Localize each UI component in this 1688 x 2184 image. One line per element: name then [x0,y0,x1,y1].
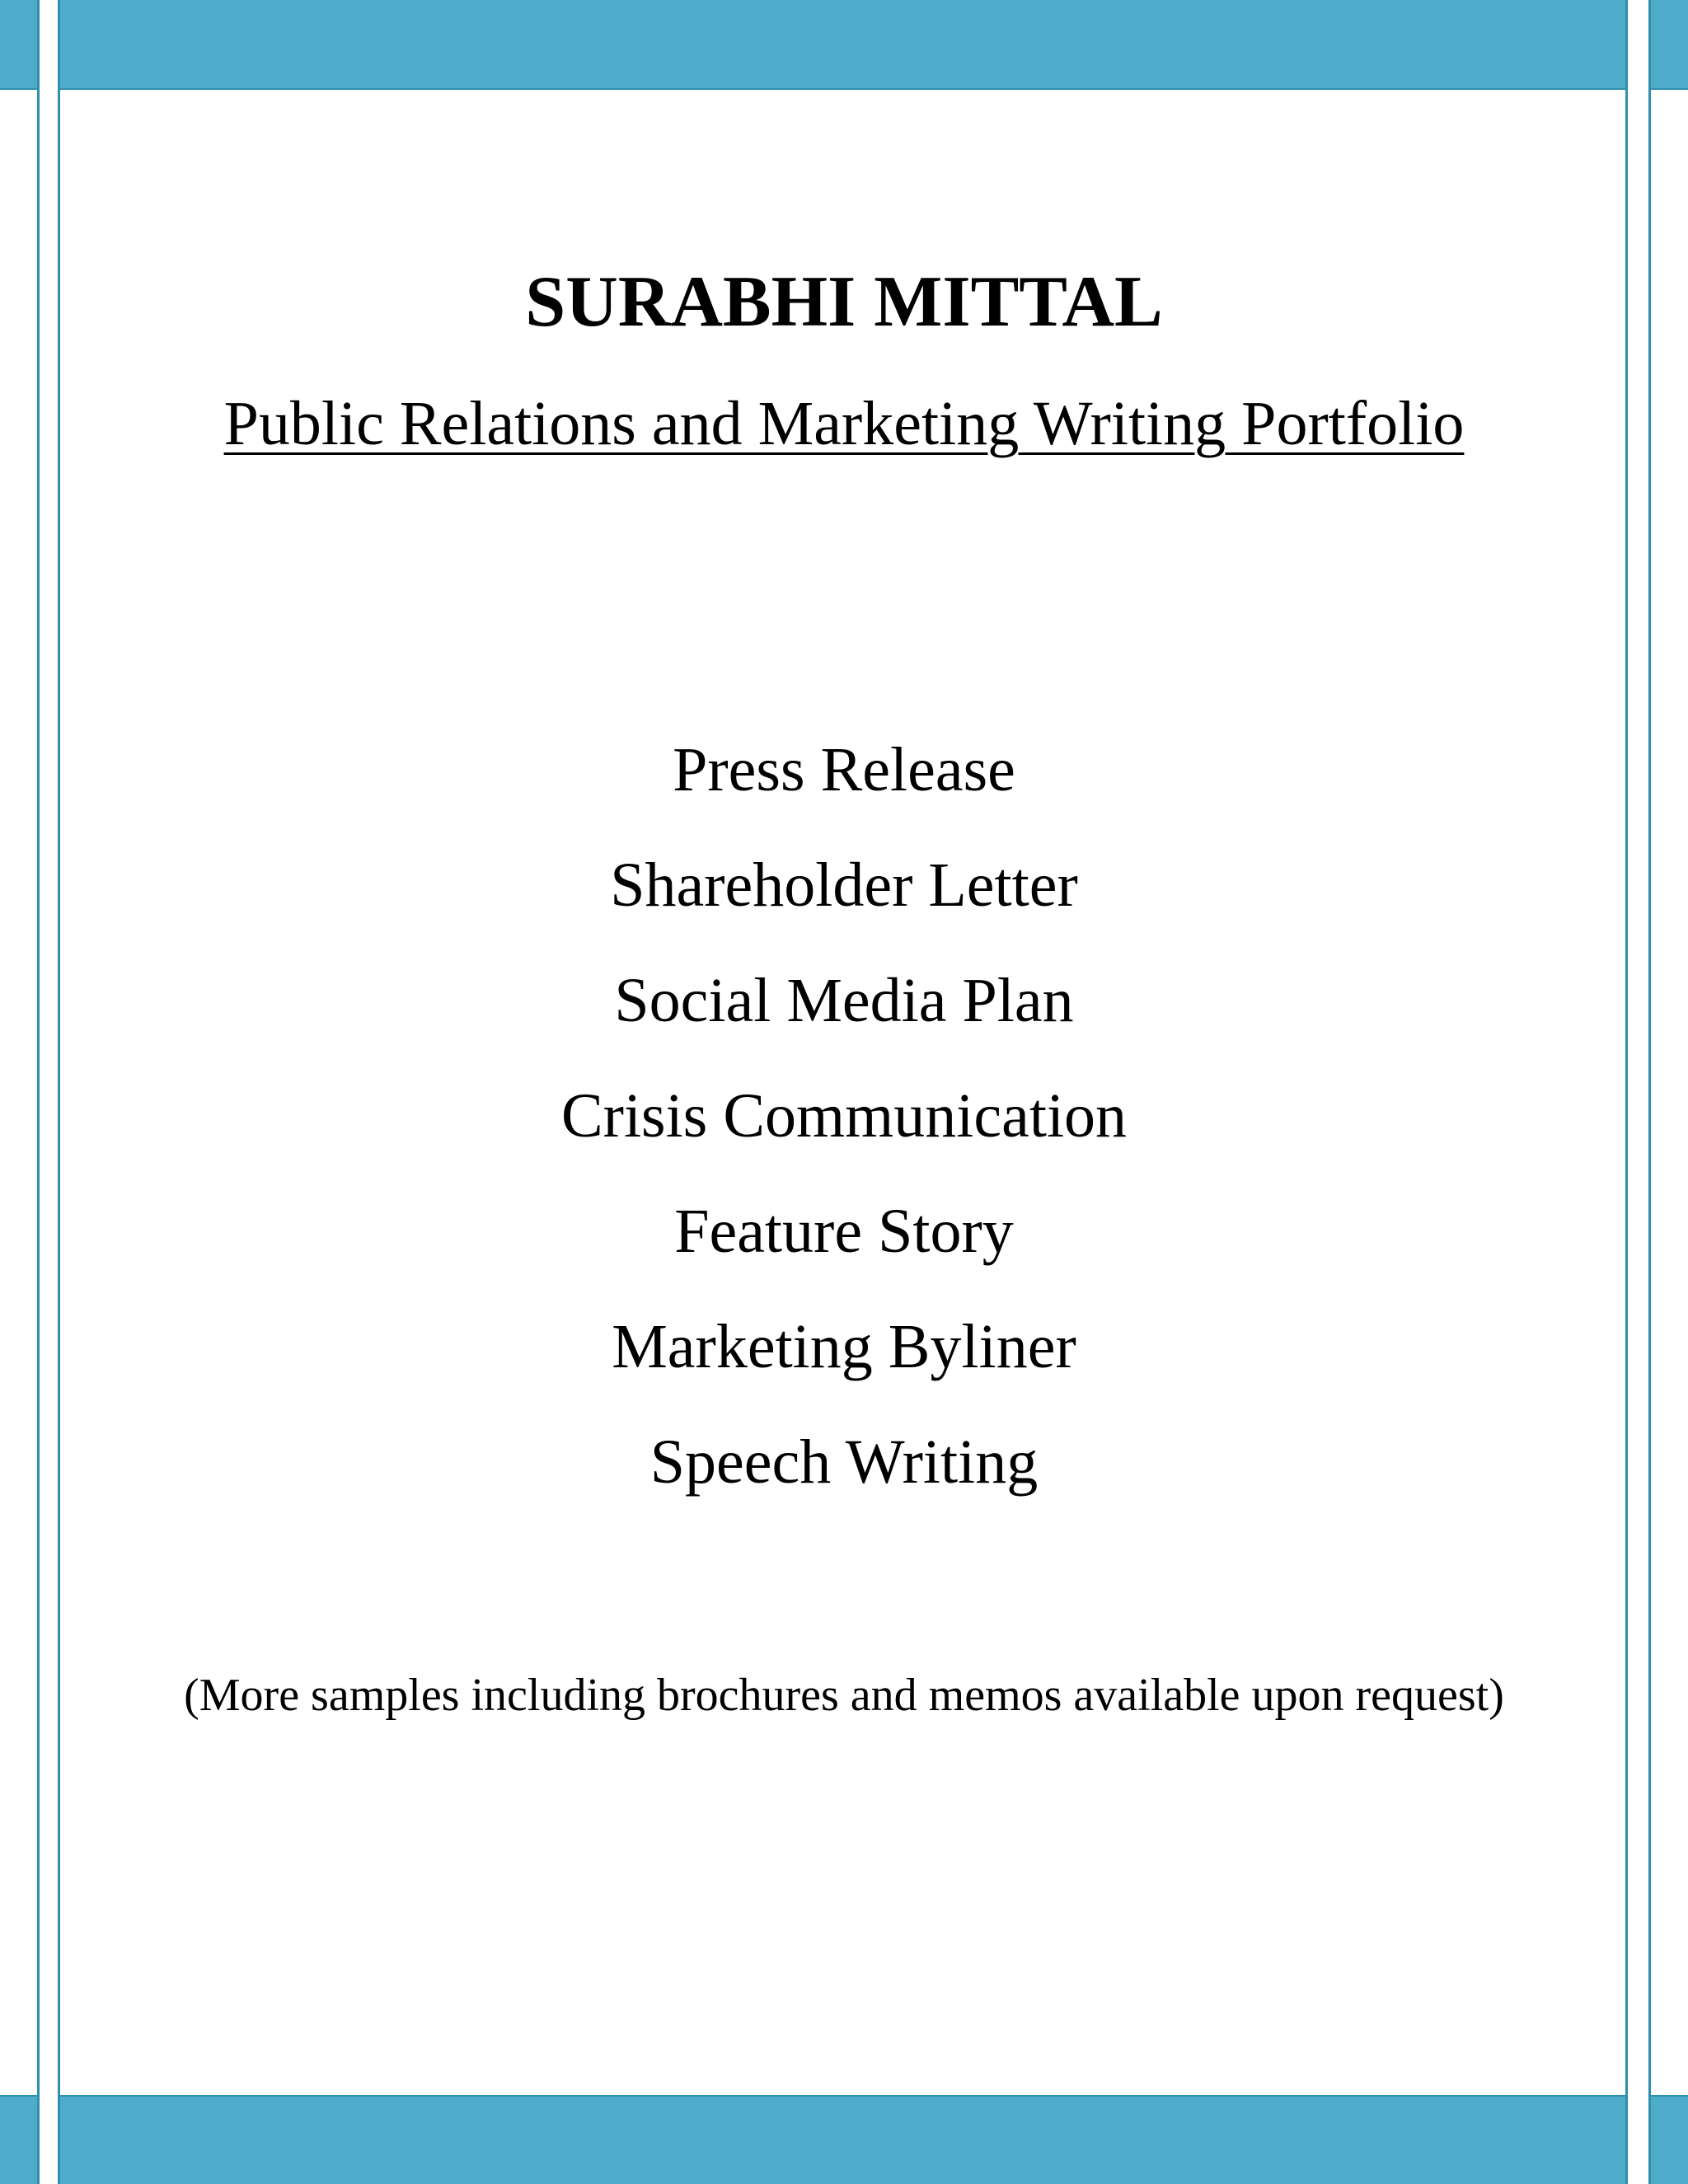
right-frame-rule-inner [1625,0,1628,2184]
section-item: Feature Story [674,1197,1014,1266]
left-frame-rule-inner [58,0,60,2184]
right-frame-rule-outer [1648,0,1651,2184]
right-frame-gap [1628,0,1648,2184]
more-samples-note: (More samples including brochures and memos available upon request) [184,1670,1504,1721]
left-frame-gap [40,0,58,2184]
author-name: SURABHI MITTAL [525,262,1163,342]
portfolio-subtitle: Public Relations and Marketing Writing Portfolio [223,389,1465,458]
bottom-border-band [0,2095,1688,2184]
left-frame-rule-outer [37,0,40,2184]
portfolio-sections-list [74,729,1614,1536]
section-item: Speech Writing [649,1427,1039,1497]
section-item: Social Media Plan [614,966,1074,1035]
section-item: Press Release [673,735,1015,804]
section-item: Crisis Communication [560,1081,1128,1151]
section-item: Marketing Byliner [612,1312,1076,1381]
section-item: Shareholder Letter [610,851,1078,920]
top-border-band [0,0,1688,90]
